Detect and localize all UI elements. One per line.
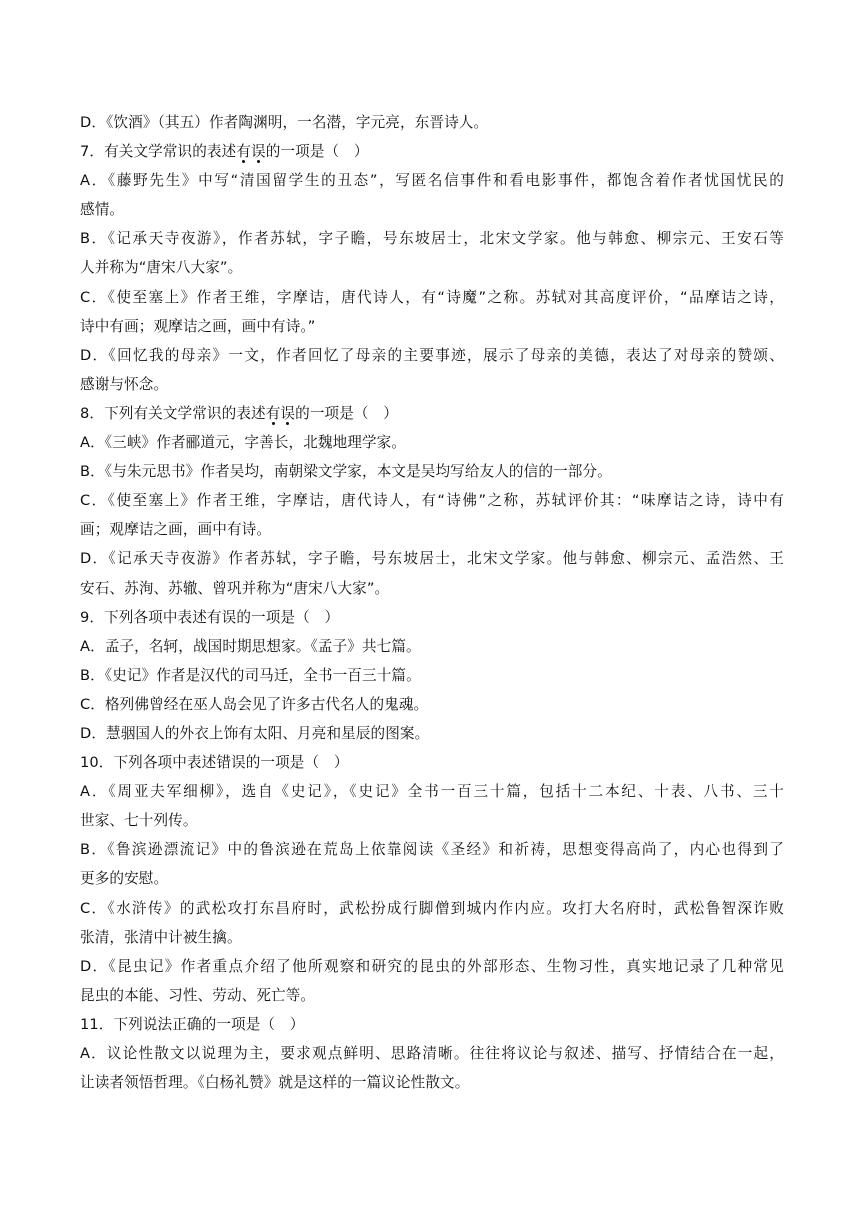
option-line: A．议论性散文以说理为主，要求观点鲜明、思路清晰。往往将议论与叙述、描写、抒情结合在一起， (80, 1045, 784, 1062)
option-line: D．慧骃国人的外衣上饰有太阳、月亮和星辰的图案。 (80, 724, 430, 742)
option-line: D．《饮酒》（其五）作者陶渊明，一名潜，字元亮，东晋诗人。 (80, 114, 489, 131)
option-line: C．《水浒传》的武松攻打东昌府时，武松扮成行脚僧到城内作内应。攻打大名府时，武松鲁智深诈败 (80, 899, 784, 917)
question-10-stem: 10．下列各项中表述错误的一项是（ ） (80, 754, 349, 772)
option-line: 感情。 (80, 201, 125, 219)
option-line: 昆虫的本能、习性、劳动、死亡等。 (80, 986, 316, 1004)
option-line: A．孟子，名轲，战国时期思想家。《孟子》共七篇。 (80, 637, 421, 655)
emphasis-char: 误 (251, 143, 266, 161)
document-page (80, 108, 784, 1097)
option-line: B．《史记》作者是汉代的司马迁，全书一百三十篇。 (80, 666, 421, 684)
question-text: 8．下列有关文学常识的表述 (80, 404, 266, 422)
option-line: B．《鲁滨逊漂流记》中的鲁滨逊在荒岛上依靠阅读《圣经》和祈祷，思想变得高尚了，内心也得到了 (80, 841, 784, 859)
question-11-stem: 11．下列说法正确的一项是（ ） (80, 1015, 305, 1033)
option-line: 张清，张清中计被生擒。 (80, 928, 242, 946)
option-line: C．《使至塞上》作者王维，字摩诘，唐代诗人，有“诗佛”之称，苏轼评价其：“味摩诘之诗，诗中有 (80, 492, 784, 510)
question-text: 的一项是（ ） (265, 143, 369, 161)
question-8-stem (80, 399, 784, 428)
option-line: 安石、苏洵、苏辙、曾巩并称为“唐宋八大家”。 (80, 579, 390, 597)
question-text: 7．有关文学常识的表述 (80, 143, 237, 161)
emphasis-char: 有 (265, 404, 281, 422)
option-line: D．《昆虫记》作者重点介绍了他所观察和研究的昆虫的外部形态、生物习性，真实地记录了几种常见 (80, 957, 784, 975)
option-line: D．《记承天寺夜游》作者苏轼，字子瞻，号东坡居士，北宋文学家。他与韩愈、柳宗元、孟浩然、王 (80, 550, 784, 568)
question-7-stem (80, 137, 784, 166)
question-text: 的一项是（ ） (295, 404, 398, 422)
option-line: B．《与朱元思书》作者吴均，南朝梁文学家，本文是吴均写给友人的信的一部分。 (80, 463, 612, 481)
emphasis-char: 误 (280, 404, 296, 422)
option-line: A．《三峡》作者郦道元，字善长，北魏地理学家。 (80, 434, 407, 452)
option-line: 画；观摩诘之画，画中有诗。 (80, 521, 272, 539)
option-line: D．《回忆我的母亲》一文，作者回忆了母亲的主要事迹，展示了母亲的美德，表达了对母亲的赞颂、 (80, 346, 784, 364)
emphasis-char: 有 (236, 143, 252, 161)
option-line: C．格列佛曾经在巫人岛会见了许多古代名人的鬼魂。 (80, 695, 429, 713)
option-line: 让读者领悟哲理。《白杨礼赞》就是这样的一篇议论性散文。 (80, 1074, 470, 1092)
option-line: C．《使至塞上》作者王维，字摩诘，唐代诗人，有“诗魔”之称。苏轼对其高度评价，“品摩诘之诗， (80, 288, 784, 306)
question-9-stem: 9．下列各项中表述有误的一项是（ ） (80, 608, 340, 626)
option-line: 世家、七十列传。 (80, 812, 198, 830)
option-line: B．《记承天寺夜游》，作者苏轼，字子瞻，号东坡居士，北宋文学家。他与韩愈、柳宗元、王安石等 (80, 230, 784, 248)
option-line: 感谢与怀念。 (80, 375, 169, 393)
option-line: 诗中有画；观摩诘之画，画中有诗。” (80, 317, 316, 335)
option-line: 人并称为“唐宋八大家”。 (80, 259, 243, 277)
option-line: 更多的安慰。 (80, 870, 169, 888)
option-line: A．《周亚夫军细柳》，选自《史记》，《史记》全书一百三十篇，包括十二本纪、十表、八书、三十 (80, 783, 784, 801)
option-line: A．《藤野先生》中写“清国留学生的丑态”，写匿名信事件和看电影事件，都饱含着作者忧国忧民的 (80, 172, 784, 190)
